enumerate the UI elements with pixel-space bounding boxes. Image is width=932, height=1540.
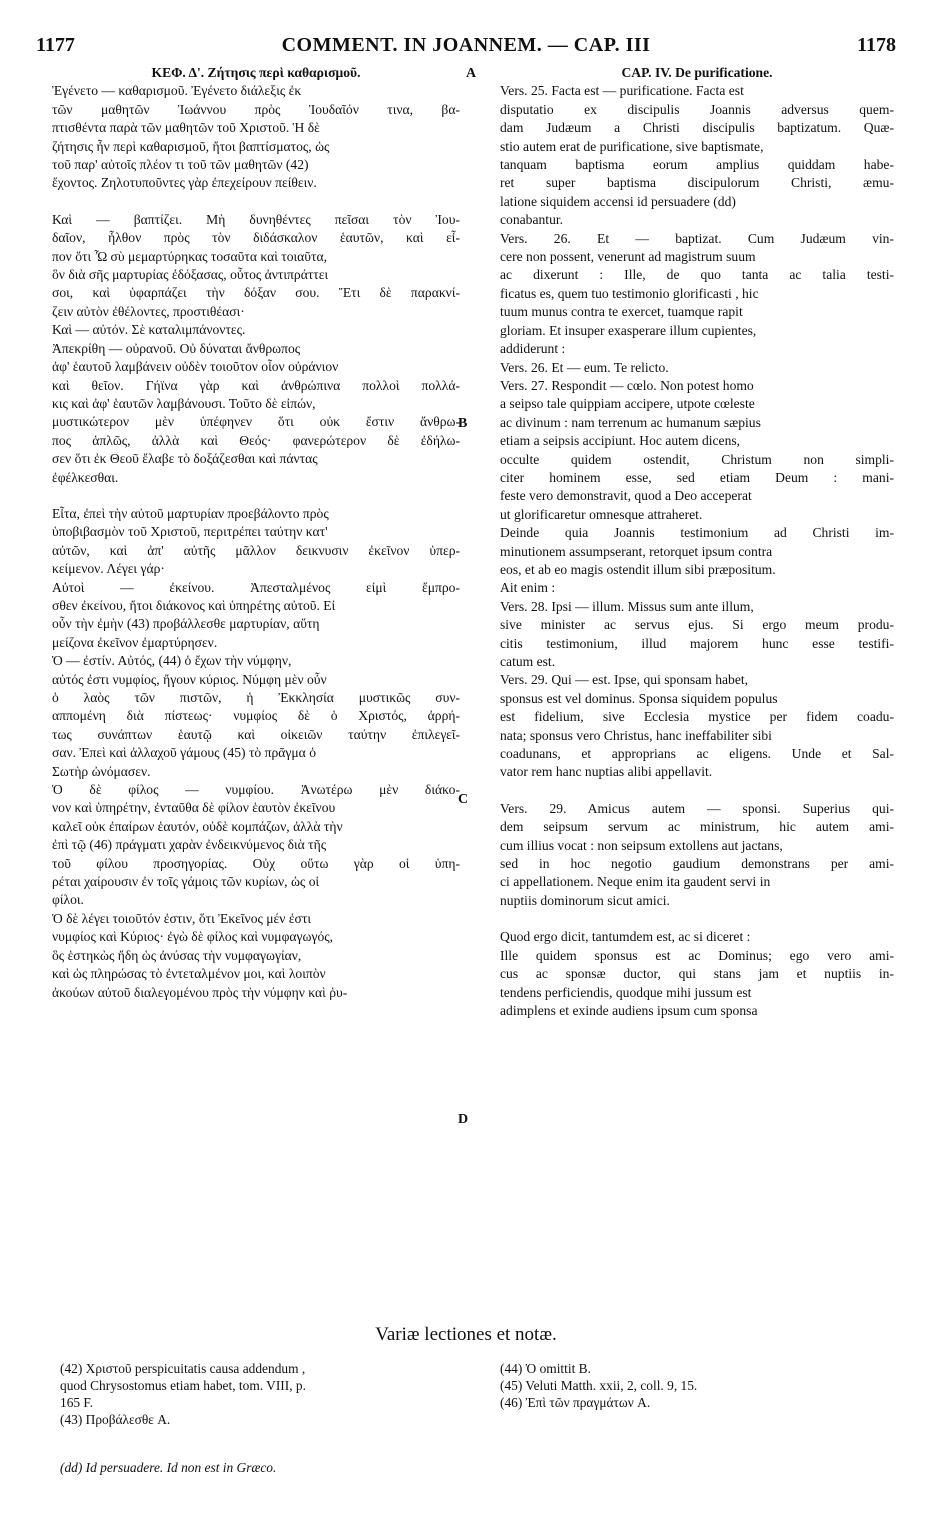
- notes-left-column: [60, 1360, 470, 1428]
- latin-text-line: gloriam. Et insuper exasperare illum cupientes,: [500, 322, 757, 338]
- latin-text-line: minutionem assumpserant, retorquet ipsum contra: [500, 543, 773, 559]
- latin-text-line: sed in hoc negotio gaudium demonstrans per ami-: [500, 856, 894, 872]
- latin-text-line: Ait enim :: [500, 580, 556, 596]
- latin-text-line: Vers. 26. Et — baptizat. Cum Judæum vin-: [500, 230, 894, 246]
- greek-text-line: οὖν τὴν ἐμὴν (43) προβάλλεσθε μαρτυρίαν, αὕτη: [52, 616, 320, 632]
- latin-text-line: Quod ergo dicit, tantumdem est, ac si diceret :: [500, 929, 751, 945]
- latin-text-line: Vers. 29. Qui — est. Ipse, qui sponsam habet,: [500, 672, 749, 688]
- latin-text-line: tendens perficiendis, quodque mihi jussum est: [500, 984, 752, 1000]
- latin-text-line: tanquam baptisma eorum amplius quiddam habe-: [500, 157, 894, 173]
- note-line: (46) Ἐπὶ τῶν πραγμάτων A.: [500, 1395, 651, 1410]
- latin-text-line: etiam a seipsis accipiunt. Hoc autem dicens,: [500, 433, 741, 449]
- greek-text-line: Καὶ — αὐτόν. Σὲ καταλιμπάνοντες.: [52, 322, 246, 338]
- latin-text-line: est fidelium, sive Ecclesia mystice per fidem coadu-: [500, 709, 894, 725]
- greek-text-line: πον ὅτι Ὦ σὺ μεμαρτύρηκας τοσαῦτα καὶ τοιαῦτα,: [52, 248, 328, 264]
- greek-text-line: ἀκούων αὐτοῦ διαλεγομένου πρὸς τὴν νύμφην καὶ ῥυ-: [52, 984, 348, 1000]
- latin-text-line: nuptiis dominorum sicut amici.: [500, 892, 670, 908]
- latin-text-line: adimplens et exinde audiens ipsum cum sponsa: [500, 1002, 758, 1018]
- greek-text-line: ὃς ἑστηκὼς ἤδη ὡς ἀνύσας τὴν νυμφαγωγίαν,: [52, 947, 302, 963]
- latin-text-line: sive minister ac servus ejus. Si ergo meum produ-: [500, 617, 894, 633]
- greek-text-line: μείζονα ἐκεῖνον ἐμαρτύρησεν.: [52, 634, 218, 650]
- paragraph-gap: [52, 487, 460, 505]
- latin-text-line: dem seipsum servum ac ministrum, hic autem ami-: [500, 819, 894, 835]
- latin-text-line: ficatus es, quem tuo testimonio glorificasti , hic: [500, 285, 759, 301]
- paragraph-gap: [500, 782, 894, 800]
- greek-text-line: Εἶτα, ἐπεὶ τὴν αὐτοῦ μαρτυρίαν προεβάλοντο πρὸς: [52, 505, 329, 521]
- greek-text-line: ὁ λαὸς τῶν πιστῶν, ἡ Ἐκκλησία μυστικῶς συν-: [52, 690, 460, 705]
- latin-text-line: occulte quidem ostendit, Christum non simpli-: [500, 451, 894, 467]
- latin-text-line: cere non possent, venerunt ad magistrum suum: [500, 249, 756, 265]
- latin-text-line: tuum munus contra te exercet, tuamque rapit: [500, 304, 743, 320]
- latin-text-line: a seipso tale quippiam accipere, utpote cœleste: [500, 396, 755, 412]
- greek-text-line: ρέται χαίρουσιν ἐν τοῖς γάμοις τῶν κυρίων, ὡς οἱ: [52, 874, 320, 890]
- greek-text-line: νυμφίος καὶ Κύριος· ἐγὼ δὲ φίλος καὶ νυμφαγωγός,: [52, 929, 334, 945]
- paragraph-gap: [500, 910, 894, 928]
- greek-text-line: δαῖον, ἦλθον πρὸς τὸν διδάσκαλον ἑαυτῶν, καὶ εἶ-: [52, 230, 460, 246]
- latin-text-line: Vers. 26. Et — eum. Te relicto.: [500, 359, 669, 375]
- latin-text-line: Deinde quia Joannis testimonium ad Christi im-: [500, 525, 894, 541]
- greek-text-line: Καὶ — βαπτίζει. Μὴ δυνηθέντες πεῖσαι τὸν Ἰου-: [52, 211, 460, 227]
- latin-text-line: Vers. 27. Respondit — cœlo. Non potest homo: [500, 377, 754, 393]
- latin-text-line: sponsus est vel dominus. Sponsa siquidem populus: [500, 690, 778, 706]
- latin-text-line: Vers. 28. Ipsi — illum. Missus sum ante illum,: [500, 598, 754, 614]
- greek-text-line: ΚΕΦ. Δ'. Ζήτησις περὶ καθαρισμοῦ.: [151, 65, 361, 80]
- greek-text-line: μυστικώτερον μὲν ὑπέφηνεν ὅτι οὐκ ἔστιν ἄνθρω-: [52, 414, 460, 430]
- greek-text-line: Αὐτοὶ — ἐκείνου. Ἀπεσταλμένος εἰμὶ ἔμπρο-: [52, 579, 460, 595]
- greek-text-line: καλεῖ οὐκ ἐπαίρων ἑαυτόν, οὐδὲ κομπάζων, ἀλλὰ τὴν: [52, 818, 343, 834]
- greek-text-line: ἀφ' ἑαυτοῦ λαμβάνειν οὐδὲν τοιοῦτον οἷον οὐράνιον: [52, 359, 339, 375]
- margin-marker-d: D: [458, 1112, 469, 1127]
- latin-text-line: feste vero demonstravit, quod a Deo acceperat: [500, 488, 752, 504]
- note-line: (44) Ὁ omittit B.: [500, 1361, 591, 1376]
- right-page-number: 1178: [857, 34, 896, 56]
- notes-title: Variæ lectiones et notæ.: [375, 1324, 557, 1345]
- latin-text-line: ci appellationem. Neque enim ita gaudent servi in: [500, 874, 771, 890]
- latin-text-line: Ille quidem sponsus est ac Dominus; ego vero ami-: [500, 947, 894, 963]
- latin-text-line: nata; sponsus vero Christus, hanc ineffabiliter sibi: [500, 727, 772, 743]
- latin-text-line: ac dixerunt : Ille, de quo tanta ac talia testi-: [500, 267, 894, 283]
- note-line: (43) Προβάλεσθε A.: [60, 1412, 171, 1427]
- greek-text-line: Ὁ δὲ λέγει τοιοῦτόν ἐστιν, ὅτι Ἐκεῖνος μέν ἐστι: [52, 910, 311, 926]
- greek-text-line: ὃν διὰ σῆς μαρτυρίας ἐδόξασας, οὗτος ἀντιπράττει: [52, 267, 329, 283]
- left-page-number: 1177: [36, 34, 75, 56]
- latin-text-line: citer hominem esse, sed etiam Deum : mani-: [500, 469, 894, 485]
- latin-text-line: Vers. 25. Facta est — purificatione. Facta est: [500, 83, 744, 99]
- greek-text-line: Ἀπεκρίθη — οὐρανοῦ. Οὐ δύναται ἄνθρωπος: [52, 340, 301, 356]
- greek-text-line: ἐφέλκεσθαι.: [52, 469, 119, 485]
- greek-text-line: κις καὶ ἀφ' ἑαυτῶν λαμβάνουσι. Τοῦτο δὲ εἰπών,: [52, 395, 316, 411]
- margin-marker-c: C: [458, 792, 469, 807]
- note-line: (42) Χριστοῦ perspicuitatis causa addendum ,: [60, 1361, 306, 1376]
- greek-text-line: σοι, καὶ ὑφαρπάζει τὴν δόξαν σου. Ἔτι δὲ παρακνί-: [52, 285, 460, 301]
- greek-text-line: πος ἁπλῶς, ἀλλὰ καὶ Θεός· φανερώτερον δὲ ἐδήλω-: [52, 432, 460, 448]
- latin-text-line: coadunans, et approprians ac eligens. Unde et Sal-: [500, 746, 894, 762]
- greek-text-line: καὶ ὡς πληρώσας τὸ ἐντεταλμένον μοι, καὶ λοιπὸν: [52, 966, 326, 982]
- running-title: COMMENT. IN JOANNEM. — CAP. III: [281, 34, 651, 56]
- greek-text-line: Ὁ δὲ φίλος — νυμφίου. Ἀνωτέρω μὲν διάκο-: [52, 782, 460, 798]
- latin-text-line: citis testimonium, illud majorem hunc esse testifi-: [500, 635, 894, 651]
- footnote-dd: (dd) Id persuadere. Id non est in Græco.: [60, 1460, 277, 1475]
- running-header: [36, 34, 896, 60]
- latin-text-line: latione siquidem accensi id persuadere (dd): [500, 193, 736, 209]
- latin-text-line: ut glorificaretur omnesque attraheret.: [500, 506, 703, 522]
- greek-text-line: τῶν μαθητῶν Ἰωάννου πρὸς Ἰουδαῖόν τινα, βα-: [52, 101, 460, 117]
- greek-text-line: πτισθέντα παρὰ τῶν μαθητῶν τοῦ Χριστοῦ. Ἡ δὲ: [52, 120, 320, 136]
- latin-text-line: stio autem erat de purificatione, sive baptismate,: [500, 138, 764, 154]
- greek-text-line: τως συνάπτων ἑαυτῷ καὶ οἰκειῶν ταύτην ἐπιλεγεῖ-: [52, 726, 460, 742]
- greek-text-line: ἔχοντος. Ζηλοτυποῦντες γὰρ ἐπεχείρουν πείθειν.: [52, 175, 317, 191]
- greek-text-line: ὑποβιβασμὸν τοῦ Χριστοῦ, περιτρέπει ταύτην κατ': [52, 524, 328, 540]
- latin-text-line: catum est.: [500, 654, 556, 669]
- latin-text-line: Vers. 29. Amicus autem — sponsi. Superius qui-: [500, 800, 894, 816]
- greek-column: [52, 64, 460, 1002]
- greek-text-line: ἐπὶ τῷ (46) πράγματι χαρὰν ἐνδεικνύμενος διὰ τῆς: [52, 837, 327, 853]
- latin-text-line: dam Judæum a Christi discipulis baptizatum. Quæ-: [500, 120, 894, 136]
- greek-text-line: τοῦ φίλου προσηγορίας. Οὐχ οὕτω γὰρ οἱ ὑπη-: [52, 855, 460, 871]
- greek-text-line: Ἐγένετο — καθαρισμοῦ. Ἐγένετο διάλεξις ἐκ: [52, 83, 302, 99]
- greek-text-line: νον καὶ ὑπηρέτην, ἐνταῦθα δὲ φίλον ἑαυτὸν ἐκεῖνου: [52, 800, 336, 816]
- greek-text-line: Ὁ — ἐστίν. Αὐτός, (44) ὁ ἔχων τὴν νύμφην,: [52, 653, 292, 669]
- note-line: (45) Veluti Matth. xxii, 2, coll. 9, 15.: [500, 1378, 698, 1393]
- latin-text-line: disputatio ex discipulis Joannis adversus quem-: [500, 101, 894, 117]
- paragraph-gap: [52, 193, 460, 211]
- greek-text-line: κείμενον. Λέγει γάρ·: [52, 561, 165, 577]
- latin-text-line: cus ac sponsæ ductor, qui stans jam et nuptiis in-: [500, 966, 894, 982]
- greek-text-line: σεν ὅτι ἐκ Θεοῦ ἔλαβε τὸ δοξάζεσθαι καὶ πάντας: [52, 451, 318, 467]
- margin-marker-b: B: [458, 416, 468, 431]
- greek-text-line: αὐτῶν, καὶ ἀπ' αὐτῆς μᾶλλον δεικνυσιν ἐκεῖνον ὑπερ-: [52, 542, 460, 558]
- latin-text-line: CAP. IV. De purificatione.: [621, 65, 773, 80]
- latin-column: [500, 64, 894, 1020]
- greek-text-line: Σωτὴρ ὠνόμασεν.: [52, 763, 151, 779]
- latin-text-line: cum illius vocat : non seipsum extollens aut jactans,: [500, 837, 783, 853]
- greek-text-line: φίλοι.: [52, 892, 84, 908]
- greek-text-line: καὶ θεῖον. Γήϊνα γὰρ καὶ ἀνθρώπινα πολλοὶ πολλά-: [52, 377, 460, 393]
- greek-text-line: τοῦ παρ' αὐτοῖς πλέον τι τοῦ τῶν μαθητῶν (42): [52, 157, 309, 173]
- greek-text-line: αὐτός ἐστι νυμφίος, ἤγουν κύριος. Νύμφη μὲν οὖν: [52, 671, 327, 687]
- greek-text-line: ζειν αὐτὸν ἐθέλοντες, προστιθέασι·: [52, 303, 245, 319]
- margin-marker-a: A: [466, 66, 477, 81]
- note-line: 165 F.: [60, 1395, 94, 1410]
- latin-text-line: addiderunt :: [500, 341, 566, 357]
- latin-text-line: ac divinum : nam terrenum ac humanum sæpius: [500, 414, 761, 430]
- latin-text-line: ret super baptisma discipulorum Christi, æmu-: [500, 175, 894, 191]
- greek-text-line: αππομένη διὰ πίστεως· νυμφίος δὲ ὁ Χριστός, ἀρρή-: [52, 708, 460, 724]
- note-line: quod Chrysostomus etiam habet, tom. VIII, p.: [60, 1378, 306, 1393]
- greek-text-line: ζήτησις ἦν περὶ καθαρισμοῦ, ἤτοι βαπτίσματος, ὡς: [52, 138, 330, 154]
- latin-text-line: conabantur.: [500, 212, 564, 228]
- greek-text-line: σθεν ἐκείνου, ἤτοι διάκονος καὶ ὑπηρέτης αὐτοῦ. Εἰ: [52, 597, 336, 613]
- latin-text-line: eos, et ab eo magis ostendit illum sibi præpositum.: [500, 561, 776, 577]
- greek-text-line: σαν. Ἐπεὶ καὶ ἀλλαχοῦ γάμους (45) τὸ πρᾶγμα ὁ: [52, 745, 316, 761]
- notes-right-column: [500, 1360, 880, 1411]
- latin-text-line: vator rem hanc nuptias alibi appellavit.: [500, 764, 713, 780]
